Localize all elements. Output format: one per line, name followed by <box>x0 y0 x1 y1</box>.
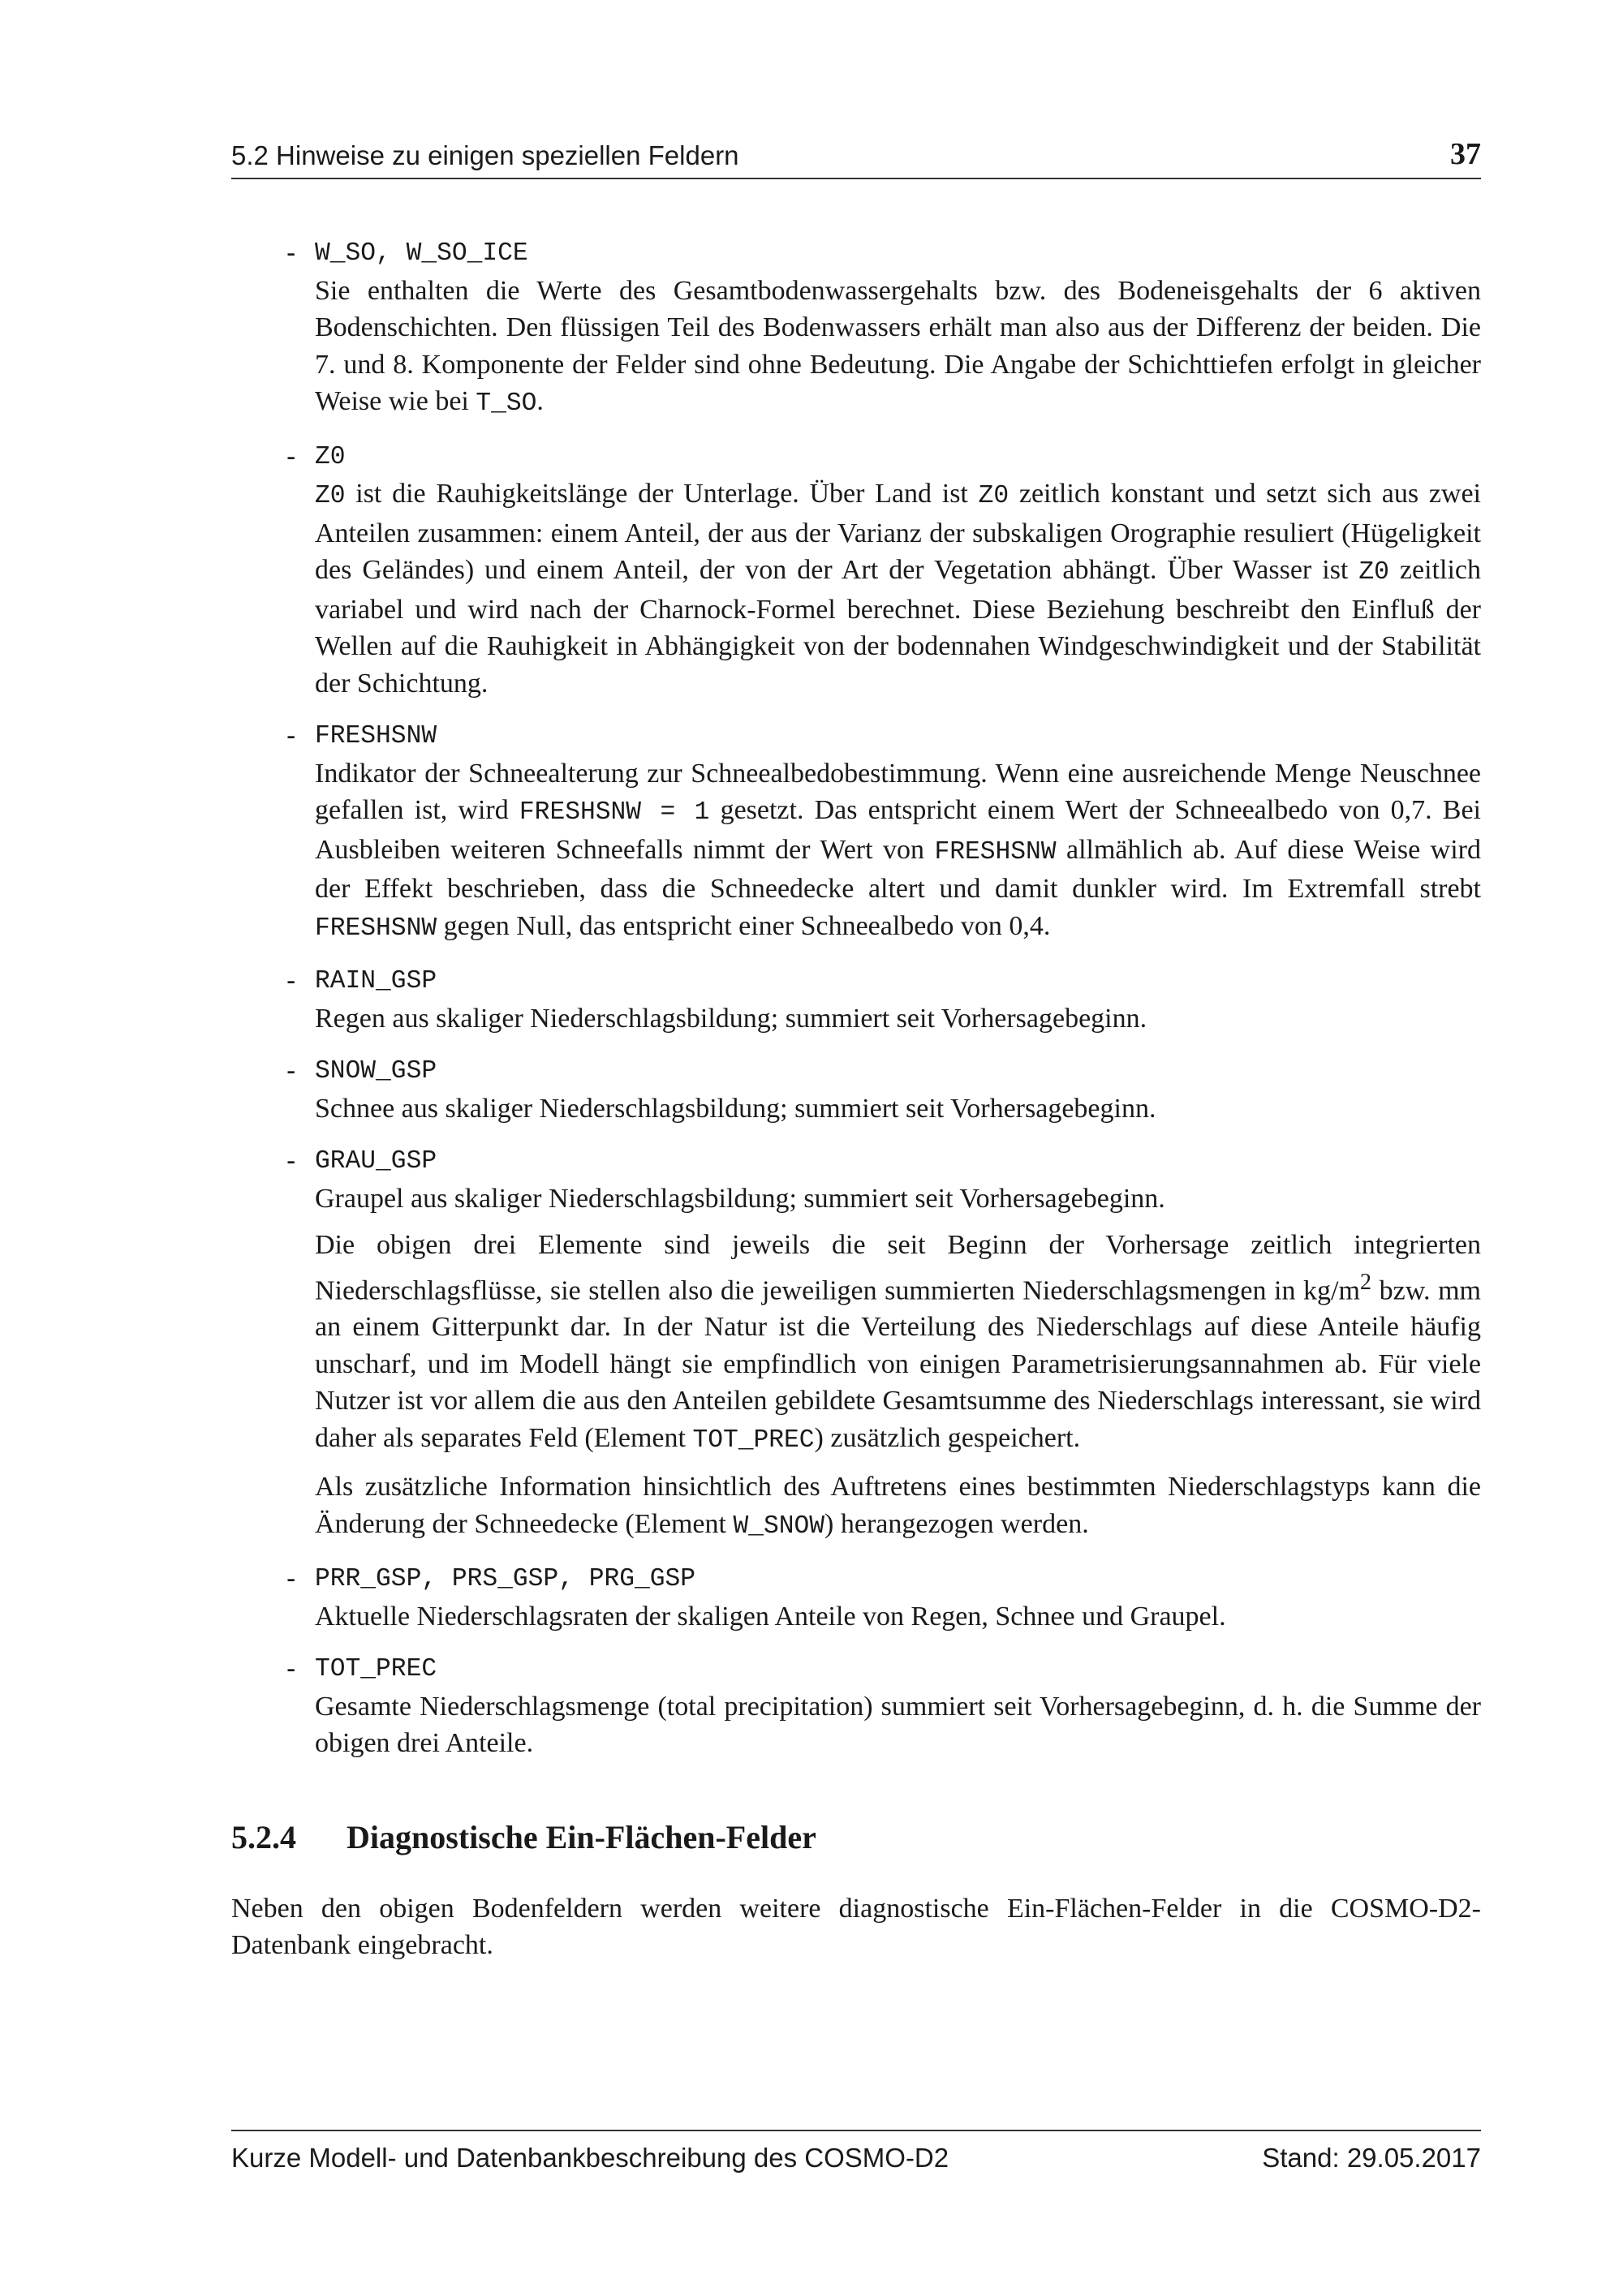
list-item <box>231 235 1481 423</box>
text-run: Schnee aus skaliger Niederschlagsbildung; summiert seit Vorhersagebeginn. <box>315 1093 1156 1124</box>
field-term: SNOW_GSP <box>315 1057 437 1086</box>
list-bullet: - <box>286 1563 296 1595</box>
field-description <box>315 475 1481 702</box>
text-run: zeitlich variabel und wird nach der Charnock-Formel berechnet. Diese Beziehung beschreibt den Einfluß der Wellen auf die Rauhigkeit in Abhängigkeit von der bodennahen Windgeschwindigkeit und der Stabilität der Schichtung. <box>315 555 1481 699</box>
text-run: Sie enthalten die Werte des Gesamtbodenwassergehalts bzw. des Bodeneisgehalts der 6 aktiven Bodenschichten. Den flüssigen Teil des Bodenwassers erhält man also aus der Differenz der beiden. Die 7. und 8. Komponente der Felder sind ohne Bedeutung. Die Angabe der Schichttiefen erfolgt in gleicher Weise wie bei <box>315 275 1481 416</box>
subsection-title: Diagnostische Ein-Flächen-Felder <box>347 1818 816 1855</box>
field-description <box>315 1227 1481 1459</box>
code-term: FRESHSNW = 1 <box>519 798 710 827</box>
text-run: Die obigen drei Elemente sind jeweils die seit Beginn der Vorhersage zeitlich integrierten Niederschlagsflüsse, sie stellen also die jeweiligen summierten Niederschlagsmengen in kg/m <box>315 1230 1481 1305</box>
text-run: ist die Rauhigkeitslänge der Unterlage. Über Land ist <box>345 479 979 509</box>
field-description <box>315 1598 1481 1636</box>
code-term: FRESHSNW <box>934 837 1057 866</box>
list-item <box>231 1651 1481 1762</box>
list-item <box>231 718 1481 947</box>
field-term: Z0 <box>315 442 346 471</box>
text-run: ) zusätzlich gespeichert. <box>814 1422 1081 1453</box>
code-term: Z0 <box>978 482 1010 510</box>
list-bullet: - <box>286 720 296 751</box>
code-term: FRESHSNW <box>315 914 437 943</box>
list-bullet: - <box>286 1146 296 1176</box>
field-description <box>315 1090 1481 1128</box>
text-run: ) herangezogen werden. <box>824 1508 1089 1539</box>
page-number: 37 <box>1450 137 1481 171</box>
list-bullet: - <box>286 965 296 996</box>
text-run: Regen aus skaliger Niederschlagsbildung; summiert seit Vorhersagebeginn. <box>315 1003 1147 1034</box>
text-run: allmählich ab. Auf diese Weise wird der Effekt beschrieben, dass die Schneedecke altert und damit dunkler wird. Im Extremfall strebt <box>315 834 1482 904</box>
text-run: Indikator der Schneealterung zur Schneealbedobestimmung. Wenn eine ausreichende Menge Neuschnee gefallen ist, wird <box>315 758 1481 825</box>
subsection-text: Neben den obigen Bodenfeldern werden weitere diagnostische Ein-Flächen-Felder in die COSMO-D2-Datenbank eingebracht. <box>231 1893 1481 1961</box>
text-run: gesetzt. Das entspricht einem Wert der Schneealbedo von 0,7. Bei Ausbleiben weiteren Schneefalls nimmt der Wert von <box>315 795 1481 865</box>
list-item <box>231 1053 1481 1127</box>
field-term: PRR_GSP, PRS_GSP, PRG_GSP <box>315 1565 696 1594</box>
footer-document-title: Kurze Modell- und Datenbankbeschreibung des COSMO-D2 <box>231 2143 949 2173</box>
text-run: Aktuelle Niederschlagsraten der skaligen Anteile von Regen, Schnee und Graupel. <box>315 1601 1226 1632</box>
subsection-number: 5.2.4 <box>231 1818 296 1855</box>
field-description <box>315 1468 1481 1545</box>
text-run: Gesamte Niederschlagsmenge (total precipitation) summiert seit Vorhersagebeginn, d. h. die Summe der obigen drei Anteile. <box>315 1691 1481 1759</box>
list-bullet: - <box>286 238 296 269</box>
page-body <box>231 235 1481 1964</box>
field-description <box>315 1688 1481 1762</box>
header-rule <box>231 178 1481 179</box>
code-term: Z0 <box>1358 558 1389 587</box>
list-item <box>231 1143 1481 1545</box>
field-description <box>315 273 1481 423</box>
code-term: Z0 <box>315 482 346 510</box>
field-description <box>315 1000 1481 1038</box>
code-term: W_SNOW <box>733 1511 825 1541</box>
list-bullet: - <box>286 1056 296 1086</box>
code-term: TOT_PREC <box>692 1425 815 1455</box>
code-term: T_SO <box>476 389 537 418</box>
footer-rule <box>231 2130 1481 2131</box>
text-run: Graupel aus skaliger Niederschlagsbildung; summiert seit Vorhersagebeginn. <box>315 1183 1165 1214</box>
text-run: . <box>536 386 544 416</box>
field-term: RAIN_GSP <box>315 967 437 995</box>
field-term: W_SO, W_SO_ICE <box>315 239 528 268</box>
list-item <box>231 1561 1481 1635</box>
footer-date: Stand: 29.05.2017 <box>1262 2143 1481 2173</box>
field-description <box>315 755 1481 948</box>
header-section-title: 5.2 Hinweise zu einigen speziellen Feldern <box>231 140 739 170</box>
list-bullet: - <box>286 441 296 472</box>
field-list <box>231 235 1481 1762</box>
list-bullet: - <box>286 1653 296 1685</box>
superscript: 2 <box>1359 1269 1372 1295</box>
text-run: bzw. mm an einem Gitterpunkt dar. In der Natur ist die Verteilung des Niederschlags auf diese Anteile häufig unscharf, und im Modell hängt sie empfindlich von einigen Parametrisierungsannahmen ab. Für viele Nutzer ist vor allem die aus den Anteilen gebildete Gesamtsumme des Niederschlags interessant, sie wird daher als separates Feld (Element <box>315 1275 1481 1453</box>
subsection-heading <box>231 1817 1481 1858</box>
text-run: gegen Null, das entspricht einer Schneealbedo von 0,4. <box>437 910 1051 941</box>
field-term: FRESHSNW <box>315 722 437 750</box>
field-term: TOT_PREC <box>315 1655 437 1684</box>
list-item <box>231 439 1481 703</box>
text-run: Als zusätzliche Information hinsichtlich des Auftretens eines bestimmten Niederschlagstyps kann die Änderung der Schneedecke (Element <box>315 1472 1481 1539</box>
field-term: GRAU_GSP <box>315 1147 437 1176</box>
text-run: zeitlich konstant und setzt sich aus zwei Anteilen zusammen: einem Anteil, der aus der Varianz der subskaligen Orographie resuliert (Hügeligkeit des Geländes) und einem Anteil, der von der Art der Vegetation abhängt. Über Wasser ist <box>315 479 1482 585</box>
list-item <box>231 963 1481 1037</box>
field-description <box>315 1180 1481 1218</box>
